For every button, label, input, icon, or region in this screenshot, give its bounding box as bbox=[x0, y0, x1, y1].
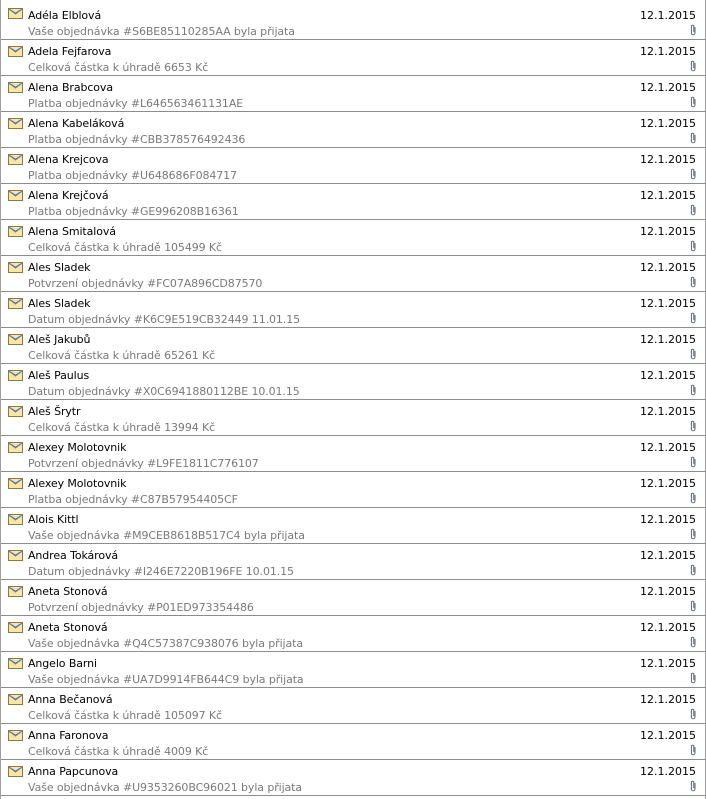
message-row[interactable] bbox=[1, 400, 705, 436]
message-subject: Celková částka k úhradě 13994 Kč bbox=[28, 421, 216, 434]
message-row[interactable] bbox=[1, 40, 705, 76]
message-subject: Platba objednávky #C87B57954405CF bbox=[28, 493, 238, 506]
envelope-icon bbox=[8, 8, 23, 19]
paperclip-icon bbox=[690, 96, 697, 108]
message-date: 12.1.2015 bbox=[640, 153, 696, 166]
message-date: 12.1.2015 bbox=[640, 549, 696, 562]
paperclip-icon bbox=[690, 456, 697, 468]
message-date: 12.1.2015 bbox=[640, 621, 696, 634]
message-row[interactable] bbox=[1, 760, 705, 796]
envelope-icon bbox=[8, 370, 23, 381]
envelope-icon bbox=[8, 406, 23, 417]
message-subject: Celková částka k úhradě 105097 Kč bbox=[28, 709, 222, 722]
envelope-icon bbox=[8, 190, 23, 201]
message-row[interactable] bbox=[1, 0, 705, 40]
message-date: 12.1.2015 bbox=[640, 693, 696, 706]
message-sender: Alois Kittl bbox=[28, 513, 79, 526]
message-subject: Celková částka k úhradě 105499 Kč bbox=[28, 241, 222, 254]
message-row[interactable] bbox=[1, 508, 705, 544]
message-sender: Ales Sladek bbox=[28, 261, 91, 274]
message-subject: Vaše objednávka #UA7D9914FB644C9 byla přijata bbox=[28, 673, 304, 686]
paperclip-icon bbox=[690, 636, 697, 648]
paperclip-icon bbox=[690, 564, 697, 576]
message-sender: Aneta Stonová bbox=[28, 621, 108, 634]
message-subject: Potvrzení objednávky #FC07A896CD87570 bbox=[28, 277, 263, 290]
message-sender: Angelo Barni bbox=[28, 657, 97, 670]
message-subject: Potvrzení objednávky #L9FE1811C776107 bbox=[28, 457, 259, 470]
paperclip-icon bbox=[690, 708, 697, 720]
message-subject: Celková částka k úhradě 6653 Kč bbox=[28, 61, 209, 74]
message-sender: Aleš Paulus bbox=[28, 369, 90, 382]
message-sender: Adéla Elblová bbox=[28, 9, 102, 22]
message-subject: Datum objednávky #X0C6941880112BE 10.01.15 bbox=[28, 385, 300, 398]
message-date: 12.1.2015 bbox=[640, 477, 696, 490]
message-row[interactable] bbox=[1, 724, 705, 760]
paperclip-icon bbox=[690, 492, 697, 504]
message-date: 12.1.2015 bbox=[640, 441, 696, 454]
message-sender: Alexey Molotovnik bbox=[28, 477, 127, 490]
paperclip-icon bbox=[690, 240, 697, 252]
message-sender: Anna Faronova bbox=[28, 729, 109, 742]
envelope-icon bbox=[8, 694, 23, 705]
message-date: 12.1.2015 bbox=[640, 261, 696, 274]
message-subject: Vaše objednávka #Q4C57387C938076 byla přijata bbox=[28, 637, 303, 650]
message-date: 12.1.2015 bbox=[640, 513, 696, 526]
message-row[interactable] bbox=[1, 580, 705, 616]
message-subject: Vaše objednávka #S6BE85110285AA byla přijata bbox=[28, 25, 295, 38]
envelope-icon bbox=[8, 514, 23, 525]
message-sender: Aleš Jakubů bbox=[28, 333, 91, 346]
message-sender: Alena Krejčová bbox=[28, 189, 109, 202]
message-row[interactable] bbox=[1, 76, 705, 112]
envelope-icon bbox=[8, 262, 23, 273]
message-row[interactable] bbox=[1, 436, 705, 472]
paperclip-icon bbox=[690, 168, 697, 180]
paperclip-icon bbox=[690, 348, 697, 360]
paperclip-icon bbox=[690, 24, 697, 36]
message-date: 12.1.2015 bbox=[640, 585, 696, 598]
message-sender: Anna Bečanová bbox=[28, 693, 113, 706]
message-date: 12.1.2015 bbox=[640, 729, 696, 742]
envelope-icon bbox=[8, 82, 23, 93]
message-sender: Ales Sladek bbox=[28, 297, 91, 310]
envelope-icon bbox=[8, 226, 23, 237]
paperclip-icon bbox=[690, 600, 697, 612]
message-sender: Aleš Šrytr bbox=[28, 405, 81, 418]
message-subject: Celková částka k úhradě 4009 Kč bbox=[28, 745, 209, 758]
message-row[interactable] bbox=[1, 220, 705, 256]
message-sender: Andrea Tokárová bbox=[28, 549, 119, 562]
message-row[interactable] bbox=[1, 148, 705, 184]
message-row[interactable] bbox=[1, 292, 705, 328]
paperclip-icon bbox=[690, 384, 697, 396]
envelope-icon bbox=[8, 154, 23, 165]
envelope-icon bbox=[8, 478, 23, 489]
message-sender: Alexey Molotovnik bbox=[28, 441, 127, 454]
envelope-icon bbox=[8, 298, 23, 309]
message-row[interactable] bbox=[1, 472, 705, 508]
message-sender: Alena Brabcova bbox=[28, 81, 113, 94]
message-row[interactable] bbox=[1, 112, 705, 148]
message-row[interactable] bbox=[1, 688, 705, 724]
paperclip-icon bbox=[690, 420, 697, 432]
message-sender: Adela Fejfarova bbox=[28, 45, 112, 58]
paperclip-icon bbox=[690, 312, 697, 324]
message-row[interactable] bbox=[1, 652, 705, 688]
envelope-icon bbox=[8, 46, 23, 57]
message-sender: Alena Kabeláková bbox=[28, 117, 125, 130]
message-subject: Potvrzení objednávky #P01ED973354486 bbox=[28, 601, 254, 614]
paperclip-icon bbox=[690, 780, 697, 792]
message-date: 12.1.2015 bbox=[640, 9, 696, 22]
message-date: 12.1.2015 bbox=[640, 81, 696, 94]
message-date: 12.1.2015 bbox=[640, 225, 696, 238]
envelope-icon bbox=[8, 730, 23, 741]
message-row[interactable] bbox=[1, 184, 705, 220]
envelope-icon bbox=[8, 550, 23, 561]
message-subject: Platba objednávky #U648686F084717 bbox=[28, 169, 237, 182]
paperclip-icon bbox=[690, 528, 697, 540]
message-subject: Platba objednávky #CBB378576492436 bbox=[28, 133, 246, 146]
envelope-icon bbox=[8, 442, 23, 453]
message-subject: Vaše objednávka #M9CEB8618B517C4 byla přijata bbox=[28, 529, 305, 542]
message-row[interactable] bbox=[1, 256, 705, 292]
message-date: 12.1.2015 bbox=[640, 405, 696, 418]
envelope-icon bbox=[8, 118, 23, 129]
message-date: 12.1.2015 bbox=[640, 189, 696, 202]
envelope-icon bbox=[8, 622, 23, 633]
paperclip-icon bbox=[690, 60, 697, 72]
message-row[interactable] bbox=[1, 328, 705, 364]
envelope-icon bbox=[8, 334, 23, 345]
paperclip-icon bbox=[690, 672, 697, 684]
message-sender: Anna Papcunova bbox=[28, 765, 119, 778]
paperclip-icon bbox=[690, 276, 697, 288]
envelope-icon bbox=[8, 658, 23, 669]
message-row[interactable] bbox=[1, 544, 705, 580]
message-date: 12.1.2015 bbox=[640, 369, 696, 382]
envelope-icon bbox=[8, 586, 23, 597]
paperclip-icon bbox=[690, 204, 697, 216]
message-date: 12.1.2015 bbox=[640, 117, 696, 130]
message-sender: Alena Smitalová bbox=[28, 225, 116, 238]
message-sender: Alena Krejcova bbox=[28, 153, 109, 166]
message-row[interactable] bbox=[1, 616, 705, 652]
message-subject: Celková částka k úhradě 65261 Kč bbox=[28, 349, 216, 362]
message-date: 12.1.2015 bbox=[640, 765, 696, 778]
message-subject: Datum objednávky #K6C9E519CB32449 11.01.15 bbox=[28, 313, 300, 326]
message-date: 12.1.2015 bbox=[640, 297, 696, 310]
message-date: 12.1.2015 bbox=[640, 45, 696, 58]
message-subject: Vaše objednávka #U9353260BC96021 byla přijata bbox=[28, 781, 303, 794]
message-sender: Aneta Stonová bbox=[28, 585, 108, 598]
paperclip-icon bbox=[690, 132, 697, 144]
message-date: 12.1.2015 bbox=[640, 333, 696, 346]
message-date: 12.1.2015 bbox=[640, 657, 696, 670]
message-subject: Platba objednávky #GE996208B16361 bbox=[28, 205, 239, 218]
paperclip-icon bbox=[690, 744, 697, 756]
message-subject: Platba objednávky #L646563461131AE bbox=[28, 97, 244, 110]
message-row[interactable] bbox=[1, 364, 705, 400]
envelope-icon bbox=[8, 766, 23, 777]
message-subject: Datum objednávky #I246E7220B196FE 10.01.15 bbox=[28, 565, 294, 578]
